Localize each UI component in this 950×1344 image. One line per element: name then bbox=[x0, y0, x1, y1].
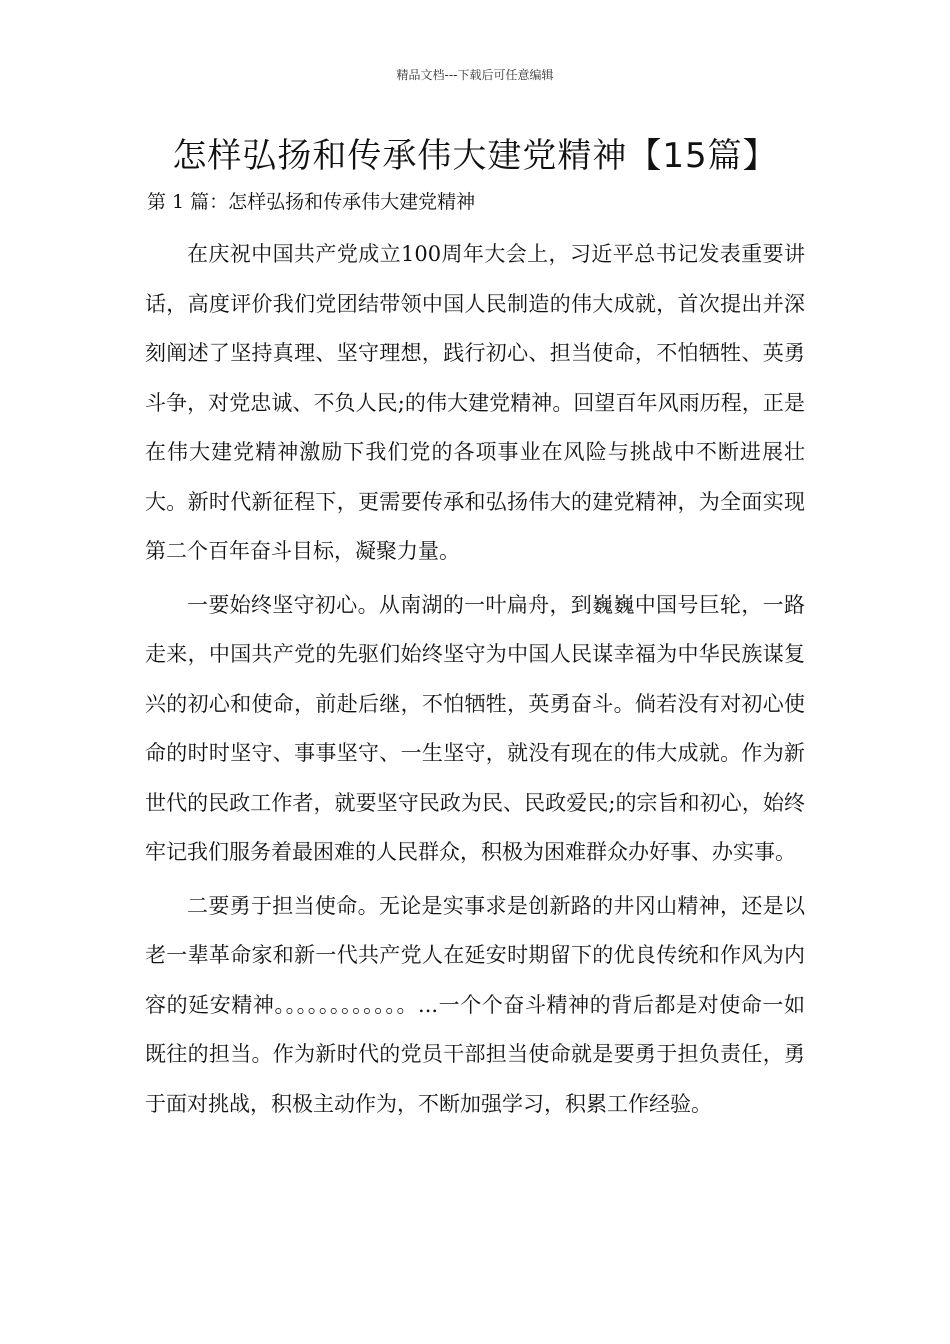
header-note: 精品文档---下载后可任意编辑 bbox=[396, 68, 554, 82]
document-body bbox=[145, 230, 805, 1129]
paragraph-2: 一要始终坚守初心。从南湖的一叶扁舟，到巍巍中国号巨轮，一路走来，中国共产党的先驱们始终坚守为中国人民谋幸福为中华民族谋复兴的初心和使命，前赴后继，不怕牺牲，英勇奋斗。倘若没有对初心使命的时时坚守、事事坚守、一生坚守，就没有现在的伟大成就。作为新世代的民政工作者，就要坚守民政为民、民政爱民;的宗旨和初心，始终牢记我们服务着最困难的人民群众，积极为困难群众办好事、办实事。 bbox=[145, 592, 805, 864]
section-heading: 第 1 篇：怎样弘扬和传承伟大建党精神 bbox=[147, 191, 476, 213]
paragraph-1: 在庆祝中国共产党成立100周年大会上，习近平总书记发表重要讲话，高度评价我们党团结带领中国人民制造的伟大成就，首次提出并深刻阐述了坚持真理、坚守理想，践行初心、担当使命，不怕牺牲、英勇斗争，对党忠诚、不负人民;的伟大建党精神。回望百年风雨历程，正是在伟大建党精神激励下我们党的各项事业在风险与挑战中不断进展壮大。新时代新征程下，更需要传承和弘扬伟大的建党精神，为全面实现第二个百年奋斗目标，凝聚力量。 bbox=[145, 242, 805, 563]
document-title: 怎样弘扬和传承伟大建党精神【15篇】 bbox=[172, 136, 778, 176]
paragraph-3: 二要勇于担当使命。无论是实事求是创新路的井冈山精神，还是以老一辈革命家和新一代共产党人在延安时期留下的优良传统和作风为内容的延安精神。。。。。。。。。。。。...一个个奋斗精神的背后都是对使命一如既往的担当。作为新时代的党员干部担当使命就是要勇于担负责任，勇于面对挑战，积极主动作为，不断加强学习，积累工作经验。 bbox=[145, 893, 805, 1116]
